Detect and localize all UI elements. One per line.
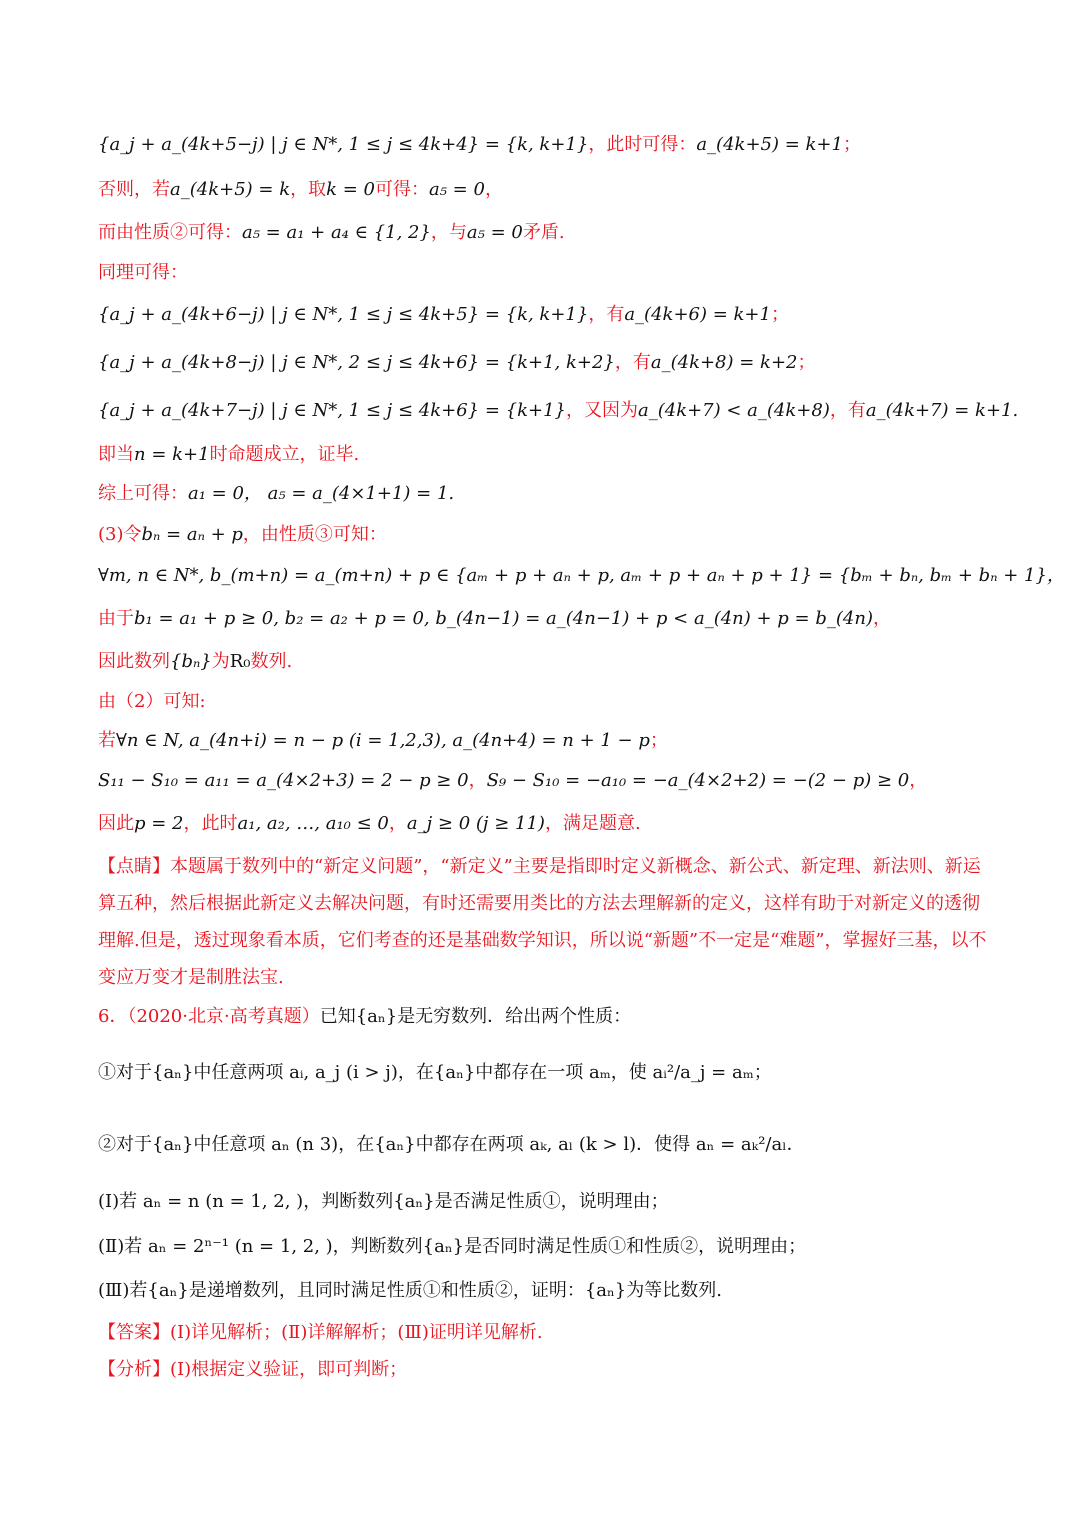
- solution-line: 即当n = k+1时命题成立，证毕.: [98, 444, 360, 465]
- solution-line: 因此p = 2，此时a₁, a₂, …, a₁₀ ≤ 0，a_j ≥ 0 (j ≥ 11)，满足题意.: [98, 813, 641, 834]
- solution-line: 同理可得：: [98, 262, 188, 283]
- question-2: (Ⅱ)若 aₙ = 2ⁿ⁻¹ (n = 1, 2, )，判断数列{aₙ}是否同时满足性质①和性质②，说明理由；: [98, 1236, 807, 1257]
- solution-line: 而由性质②可得：a₅ = a₁ + a₄ ∈ {1, 2}，与a₅ = 0矛盾.: [98, 222, 565, 243]
- solution-line: 因此数列{bₙ}为R₀数列.: [98, 651, 293, 672]
- solution-line: (3)令bₙ = aₙ + p，由性质③可知：: [98, 524, 387, 545]
- analysis-line: 【分析】(Ⅰ)根据定义验证，即可判断；: [98, 1359, 408, 1380]
- question-3: (Ⅲ)若{aₙ}是递增数列，且同时满足性质①和性质②，证明：{aₙ}为等比数列.: [98, 1280, 722, 1301]
- problem-number: 6．: [98, 1006, 128, 1027]
- solution-line: ∀m, n ∈ N*, b_(m+n) = a_(m+n) + p ∈ {aₘ + p + aₙ + p, aₘ + p + aₙ + p + 1} = {bₘ + bₙ, bₘ + bₙ + 1}，: [98, 565, 1065, 586]
- property-1: ①对于{aₙ}中任意两项 aᵢ, a_j (i > j)，在{aₙ}中都存在一项 aₘ，使 aᵢ²/a_j = aₘ；: [98, 1062, 772, 1083]
- solution-line: 由于b₁ = a₁ + p ≥ 0, b₂ = a₂ + p = 0, b_(4n−1) = a_(4n−1) + p < a_(4n) + p = b_(4n)，: [98, 608, 891, 629]
- math-expression: {a_j + a_(4k+5−j) | j ∈ N*, 1 ≤ j ≤ 4k+4} = {k, k+1}: [98, 134, 589, 155]
- solution-line: {a_j + a_(4k+7−j) | j ∈ N*, 1 ≤ j ≤ 4k+6} = {k+1}，又因为a_(4k+7) < a_(4k+8)，有a_(4k+7) = k+1.: [98, 400, 1019, 421]
- solution-line: {a_j + a_(4k+6−j) | j ∈ N*, 1 ≤ j ≤ 4k+5} = {k, k+1}，有a_(4k+6) = k+1；: [98, 304, 789, 325]
- solution-line: {a_j + a_(4k+8−j) | j ∈ N*, 2 ≤ j ≤ 4k+6} = {k+1, k+2}，有a_(4k+8) = k+2；: [98, 352, 816, 373]
- problem-stem: 已知{aₙ}是无穷数列．给出两个性质：: [319, 1006, 632, 1027]
- solution-line: 若∀n ∈ N, a_(4n+i) = n − p (i = 1,2,3), a_(4n+4) = n + 1 − p；: [98, 730, 668, 751]
- solution-line: 综上可得：a₁ = 0， a₅ = a_(4×1+1) = 1.: [98, 483, 455, 504]
- solution-line: 由（2）可知:: [98, 691, 206, 712]
- solution-line: 否则，若a_(4k+5) = k，取k = 0可得：a₅ = 0，: [98, 179, 503, 200]
- answer-line: 【答案】(Ⅰ)详见解析；(Ⅱ)详解解析；(Ⅲ)证明详见解析.: [98, 1322, 543, 1343]
- problem-heading: [98, 1002, 998, 1032]
- problem-source: （2020·北京·高考真题）: [127, 1006, 320, 1027]
- property-2: ②对于{aₙ}中任意项 aₙ (n 3)，在{aₙ}中都存在两项 aₖ, aₗ (k > l)．使得 aₙ = aₖ²/aₗ．: [98, 1134, 805, 1155]
- math-expression: a_(4k+5) = k+1: [696, 134, 843, 155]
- dianjing-paragraph: 【点睛】本题属于数列中的“新定义问题”，“新定义”主要是指即时定义新概念、新公式、新定理、新法则、新运算五种，然后根据此新定义去解决问题，有时还需要用类比的方法去理解新的定义，这样有助于对新定义的透彻理解.但是，透过现象看本质，它们考查的还是基础数学知识，所以说“新题”不一定是“难题”，掌握好三基，以不变应万变才是制胜法宝.: [98, 856, 987, 988]
- solution-line: {a_j + a_(4k+5−j) | j ∈ N*, 1 ≤ j ≤ 4k+4} = {k, k+1}，此时可得：a_(4k+5) = k+1；: [98, 134, 861, 155]
- solution-line: S₁₁ − S₁₀ = a₁₁ = a_(4×2+3) = 2 − p ≥ 0，S₉ − S₁₀ = −a₁₀ = −a_(4×2+2) = −(2 − p) ≥ 0，: [98, 770, 928, 791]
- question-1: (Ⅰ)若 aₙ = n (n = 1, 2, )，判断数列{aₙ}是否满足性质①，说明理由；: [98, 1191, 669, 1212]
